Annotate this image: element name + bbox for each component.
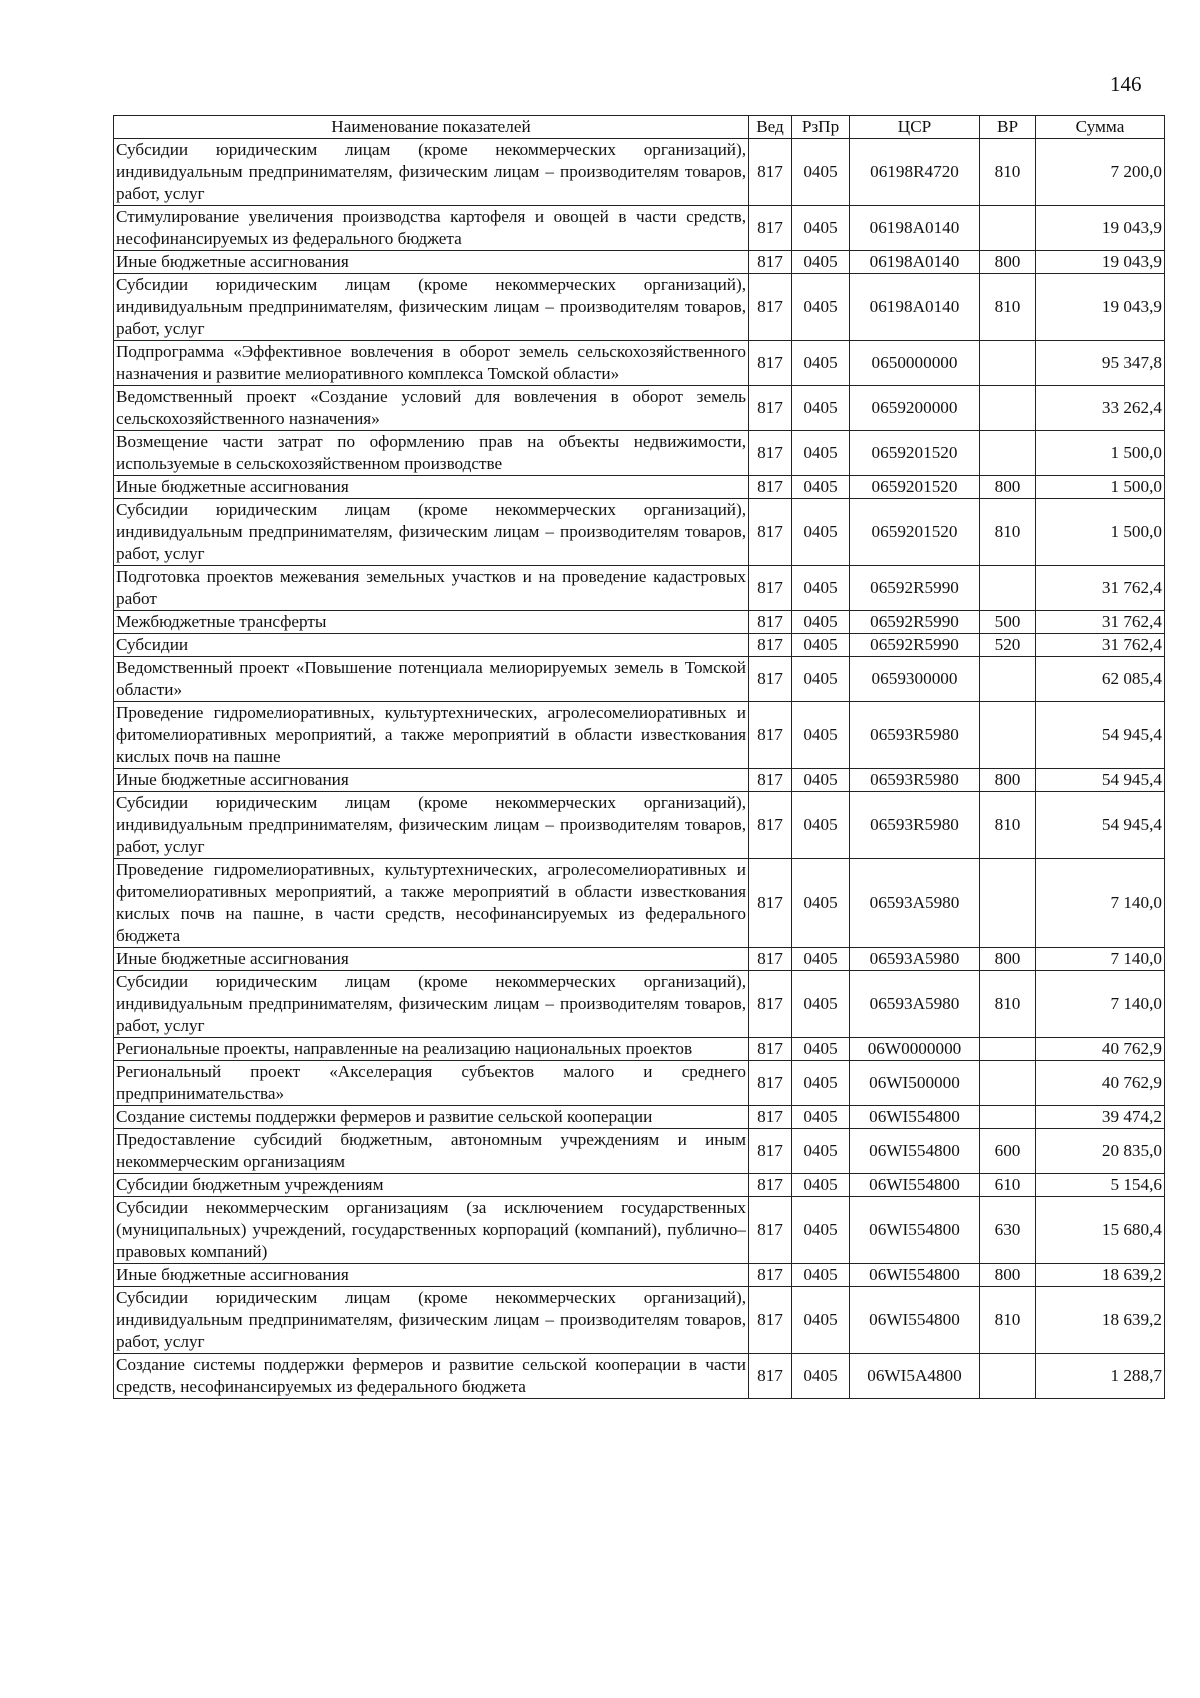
cell-ved: 817 bbox=[749, 1106, 792, 1129]
table-row bbox=[114, 1287, 1165, 1354]
cell-csr: 06593R5980 bbox=[850, 702, 980, 769]
cell-vr: 810 bbox=[980, 971, 1036, 1038]
cell-sum: 18 639,2 bbox=[1036, 1264, 1165, 1287]
cell-vr bbox=[980, 386, 1036, 431]
cell-rzpr: 0405 bbox=[792, 769, 850, 792]
cell-rzpr: 0405 bbox=[792, 1106, 850, 1129]
cell-sum: 1 500,0 bbox=[1036, 431, 1165, 476]
cell-csr: 06593A5980 bbox=[850, 948, 980, 971]
table-row bbox=[114, 431, 1165, 476]
cell-ved: 817 bbox=[749, 1061, 792, 1106]
cell-vr: 800 bbox=[980, 769, 1036, 792]
cell-rzpr: 0405 bbox=[792, 274, 850, 341]
cell-rzpr: 0405 bbox=[792, 1354, 850, 1399]
table-row bbox=[114, 386, 1165, 431]
cell-rzpr: 0405 bbox=[792, 251, 850, 274]
cell-vr: 800 bbox=[980, 1264, 1036, 1287]
table-row bbox=[114, 611, 1165, 634]
budget-table bbox=[113, 115, 1165, 1399]
table-row bbox=[114, 251, 1165, 274]
cell-rzpr: 0405 bbox=[792, 1174, 850, 1197]
table-row bbox=[114, 1264, 1165, 1287]
header-csr: ЦСР bbox=[850, 116, 980, 139]
cell-ved: 817 bbox=[749, 702, 792, 769]
cell-vr: 810 bbox=[980, 499, 1036, 566]
table-row bbox=[114, 792, 1165, 859]
cell-vr: 500 bbox=[980, 611, 1036, 634]
cell-csr: 06198A0140 bbox=[850, 274, 980, 341]
cell-vr: 810 bbox=[980, 274, 1036, 341]
cell-csr: 06WI554800 bbox=[850, 1106, 980, 1129]
cell-name: Субсидии бюджетным учреждениям bbox=[114, 1174, 749, 1197]
cell-rzpr: 0405 bbox=[792, 1287, 850, 1354]
cell-name: Проведение гидромелиоративных, культуртехнических, агролесомелиоративных и фитомелиоративных мероприятий, а также мероприятий в области известкования кислых почв на пашне, в части средств, несофинансируемых из федерального бюджета bbox=[114, 859, 749, 948]
cell-rzpr: 0405 bbox=[792, 657, 850, 702]
cell-csr: 06WI554800 bbox=[850, 1129, 980, 1174]
cell-name: Предоставление субсидий бюджетным, автономным учреждениям и иным некоммерческим организациям bbox=[114, 1129, 749, 1174]
cell-ved: 817 bbox=[749, 251, 792, 274]
table-row bbox=[114, 769, 1165, 792]
cell-sum: 31 762,4 bbox=[1036, 566, 1165, 611]
cell-csr: 0650000000 bbox=[850, 341, 980, 386]
cell-ved: 817 bbox=[749, 476, 792, 499]
cell-name: Межбюджетные трансферты bbox=[114, 611, 749, 634]
cell-sum: 39 474,2 bbox=[1036, 1106, 1165, 1129]
cell-rzpr: 0405 bbox=[792, 792, 850, 859]
cell-ved: 817 bbox=[749, 634, 792, 657]
table-row bbox=[114, 859, 1165, 948]
cell-vr: 630 bbox=[980, 1197, 1036, 1264]
cell-csr: 0659201520 bbox=[850, 431, 980, 476]
table-row bbox=[114, 341, 1165, 386]
cell-ved: 817 bbox=[749, 206, 792, 251]
cell-ved: 817 bbox=[749, 1287, 792, 1354]
cell-csr: 06593R5980 bbox=[850, 792, 980, 859]
cell-rzpr: 0405 bbox=[792, 206, 850, 251]
cell-name: Субсидии некоммерческим организациям (за исключением государственных (муниципальных) учреждений, государственных корпораций (компаний), публично–правовых компаний) bbox=[114, 1197, 749, 1264]
cell-vr: 810 bbox=[980, 1287, 1036, 1354]
cell-ved: 817 bbox=[749, 948, 792, 971]
cell-sum: 15 680,4 bbox=[1036, 1197, 1165, 1264]
cell-name: Иные бюджетные ассигнования bbox=[114, 948, 749, 971]
table-row bbox=[114, 274, 1165, 341]
cell-sum: 7 200,0 bbox=[1036, 139, 1165, 206]
table-row bbox=[114, 499, 1165, 566]
cell-ved: 817 bbox=[749, 341, 792, 386]
cell-ved: 817 bbox=[749, 859, 792, 948]
cell-name: Ведомственный проект «Создание условий для вовлечения в оборот земель сельскохозяйственного назначения» bbox=[114, 386, 749, 431]
cell-vr bbox=[980, 431, 1036, 476]
cell-sum: 62 085,4 bbox=[1036, 657, 1165, 702]
cell-ved: 817 bbox=[749, 1354, 792, 1399]
cell-sum: 54 945,4 bbox=[1036, 769, 1165, 792]
cell-vr bbox=[980, 206, 1036, 251]
cell-vr: 800 bbox=[980, 251, 1036, 274]
cell-csr: 06198A0140 bbox=[850, 251, 980, 274]
cell-vr bbox=[980, 1061, 1036, 1106]
cell-name: Создание системы поддержки фермеров и развитие сельской кооперации в части средств, несофинансируемых из федерального бюджета bbox=[114, 1354, 749, 1399]
cell-sum: 7 140,0 bbox=[1036, 971, 1165, 1038]
table-row bbox=[114, 971, 1165, 1038]
cell-ved: 817 bbox=[749, 611, 792, 634]
cell-sum: 7 140,0 bbox=[1036, 948, 1165, 971]
table-row bbox=[114, 1129, 1165, 1174]
cell-sum: 31 762,4 bbox=[1036, 634, 1165, 657]
cell-sum: 19 043,9 bbox=[1036, 274, 1165, 341]
table-row bbox=[114, 139, 1165, 206]
cell-csr: 06W0000000 bbox=[850, 1038, 980, 1061]
cell-name: Субсидии юридическим лицам (кроме некоммерческих организаций), индивидуальным предпринимателям, физическим лицам – производителям товаров, работ, услуг bbox=[114, 1287, 749, 1354]
cell-vr bbox=[980, 859, 1036, 948]
cell-ved: 817 bbox=[749, 431, 792, 476]
cell-csr: 06592R5990 bbox=[850, 611, 980, 634]
cell-rzpr: 0405 bbox=[792, 139, 850, 206]
cell-sum: 31 762,4 bbox=[1036, 611, 1165, 634]
cell-vr: 810 bbox=[980, 139, 1036, 206]
cell-csr: 06198R4720 bbox=[850, 139, 980, 206]
cell-vr bbox=[980, 566, 1036, 611]
cell-ved: 817 bbox=[749, 1038, 792, 1061]
cell-name: Иные бюджетные ассигнования bbox=[114, 1264, 749, 1287]
cell-csr: 06WI554800 bbox=[850, 1174, 980, 1197]
table-row bbox=[114, 1106, 1165, 1129]
cell-ved: 817 bbox=[749, 386, 792, 431]
cell-rzpr: 0405 bbox=[792, 499, 850, 566]
cell-vr: 810 bbox=[980, 792, 1036, 859]
cell-rzpr: 0405 bbox=[792, 566, 850, 611]
cell-name: Иные бюджетные ассигнования bbox=[114, 476, 749, 499]
cell-name: Возмещение части затрат по оформлению прав на объекты недвижимости, используемые в сельскохозяйственном производстве bbox=[114, 431, 749, 476]
cell-name: Субсидии юридическим лицам (кроме некоммерческих организаций), индивидуальным предпринимателям, физическим лицам – производителям товаров, работ, услуг bbox=[114, 274, 749, 341]
cell-ved: 817 bbox=[749, 769, 792, 792]
page-number: 146 bbox=[1110, 72, 1142, 96]
cell-csr: 0659201520 bbox=[850, 499, 980, 566]
cell-sum: 33 262,4 bbox=[1036, 386, 1165, 431]
cell-sum: 54 945,4 bbox=[1036, 792, 1165, 859]
cell-rzpr: 0405 bbox=[792, 1264, 850, 1287]
cell-sum: 40 762,9 bbox=[1036, 1038, 1165, 1061]
cell-name: Создание системы поддержки фермеров и развитие сельской кооперации bbox=[114, 1106, 749, 1129]
cell-ved: 817 bbox=[749, 499, 792, 566]
table-header-row bbox=[114, 116, 1165, 139]
table-body bbox=[114, 139, 1165, 1399]
cell-name: Региональные проекты, направленные на реализацию национальных проектов bbox=[114, 1038, 749, 1061]
cell-ved: 817 bbox=[749, 139, 792, 206]
cell-csr: 06593A5980 bbox=[850, 971, 980, 1038]
cell-sum: 20 835,0 bbox=[1036, 1129, 1165, 1174]
cell-vr bbox=[980, 1354, 1036, 1399]
cell-name: Иные бюджетные ассигнования bbox=[114, 251, 749, 274]
cell-csr: 06WI554800 bbox=[850, 1197, 980, 1264]
cell-sum: 1 288,7 bbox=[1036, 1354, 1165, 1399]
cell-csr: 06592R5990 bbox=[850, 566, 980, 611]
header-sum: Сумма bbox=[1036, 116, 1165, 139]
cell-csr: 06WI554800 bbox=[850, 1287, 980, 1354]
cell-name: Субсидии bbox=[114, 634, 749, 657]
cell-vr: 600 bbox=[980, 1129, 1036, 1174]
cell-ved: 817 bbox=[749, 1174, 792, 1197]
table-row bbox=[114, 1197, 1165, 1264]
cell-name: Региональный проект «Акселерация субъектов малого и среднего предпринимательства» bbox=[114, 1061, 749, 1106]
cell-sum: 19 043,9 bbox=[1036, 251, 1165, 274]
cell-name: Ведомственный проект «Повышение потенциала мелиорируемых земель в Томской области» bbox=[114, 657, 749, 702]
cell-rzpr: 0405 bbox=[792, 386, 850, 431]
table-row bbox=[114, 1354, 1165, 1399]
table-row bbox=[114, 566, 1165, 611]
cell-csr: 06198A0140 bbox=[850, 206, 980, 251]
header-rzpr: РзПр bbox=[792, 116, 850, 139]
table-row bbox=[114, 1061, 1165, 1106]
table-row bbox=[114, 1174, 1165, 1197]
cell-vr: 520 bbox=[980, 634, 1036, 657]
cell-ved: 817 bbox=[749, 1197, 792, 1264]
cell-sum: 1 500,0 bbox=[1036, 476, 1165, 499]
cell-vr bbox=[980, 341, 1036, 386]
cell-csr: 06WI554800 bbox=[850, 1264, 980, 1287]
cell-name: Иные бюджетные ассигнования bbox=[114, 769, 749, 792]
cell-vr bbox=[980, 1038, 1036, 1061]
cell-sum: 40 762,9 bbox=[1036, 1061, 1165, 1106]
cell-name: Субсидии юридическим лицам (кроме некоммерческих организаций), индивидуальным предпринимателям, физическим лицам – производителям товаров, работ, услуг bbox=[114, 792, 749, 859]
cell-ved: 817 bbox=[749, 971, 792, 1038]
header-name: Наименование показателей bbox=[114, 116, 749, 139]
cell-rzpr: 0405 bbox=[792, 431, 850, 476]
cell-csr: 0659201520 bbox=[850, 476, 980, 499]
cell-ved: 817 bbox=[749, 657, 792, 702]
cell-name: Проведение гидромелиоративных, культуртехнических, агролесомелиоративных и фитомелиоративных мероприятий, а также мероприятий в области известкования кислых почв на пашне bbox=[114, 702, 749, 769]
cell-vr: 800 bbox=[980, 476, 1036, 499]
header-ved: Вед bbox=[749, 116, 792, 139]
cell-ved: 817 bbox=[749, 274, 792, 341]
cell-rzpr: 0405 bbox=[792, 634, 850, 657]
cell-rzpr: 0405 bbox=[792, 476, 850, 499]
cell-rzpr: 0405 bbox=[792, 341, 850, 386]
table-row bbox=[114, 702, 1165, 769]
cell-vr bbox=[980, 657, 1036, 702]
cell-csr: 06593A5980 bbox=[850, 859, 980, 948]
cell-sum: 54 945,4 bbox=[1036, 702, 1165, 769]
cell-csr: 06WI5A4800 bbox=[850, 1354, 980, 1399]
cell-csr: 0659300000 bbox=[850, 657, 980, 702]
cell-sum: 1 500,0 bbox=[1036, 499, 1165, 566]
cell-csr: 06WI500000 bbox=[850, 1061, 980, 1106]
cell-rzpr: 0405 bbox=[792, 859, 850, 948]
cell-vr: 610 bbox=[980, 1174, 1036, 1197]
cell-vr: 800 bbox=[980, 948, 1036, 971]
cell-sum: 5 154,6 bbox=[1036, 1174, 1165, 1197]
cell-vr bbox=[980, 1106, 1036, 1129]
cell-sum: 7 140,0 bbox=[1036, 859, 1165, 948]
cell-sum: 19 043,9 bbox=[1036, 206, 1165, 251]
cell-rzpr: 0405 bbox=[792, 1038, 850, 1061]
cell-name: Субсидии юридическим лицам (кроме некоммерческих организаций), индивидуальным предпринимателям, физическим лицам – производителям товаров, работ, услуг bbox=[114, 139, 749, 206]
cell-ved: 817 bbox=[749, 1129, 792, 1174]
table-row bbox=[114, 948, 1165, 971]
table-row bbox=[114, 634, 1165, 657]
cell-sum: 95 347,8 bbox=[1036, 341, 1165, 386]
header-vr: ВР bbox=[980, 116, 1036, 139]
cell-name: Субсидии юридическим лицам (кроме некоммерческих организаций), индивидуальным предпринимателям, физическим лицам – производителям товаров, работ, услуг bbox=[114, 499, 749, 566]
cell-name: Стимулирование увеличения производства картофеля и овощей в части средств, несофинансируемых из федерального бюджета bbox=[114, 206, 749, 251]
cell-ved: 817 bbox=[749, 1264, 792, 1287]
cell-ved: 817 bbox=[749, 792, 792, 859]
table-row bbox=[114, 1038, 1165, 1061]
cell-name: Подпрограмма «Эффективное вовлечения в оборот земель сельскохозяйственного назначения и развитие мелиоративного комплекса Томской области» bbox=[114, 341, 749, 386]
table-row bbox=[114, 476, 1165, 499]
cell-ved: 817 bbox=[749, 566, 792, 611]
cell-csr: 06592R5990 bbox=[850, 634, 980, 657]
cell-rzpr: 0405 bbox=[792, 971, 850, 1038]
cell-sum: 18 639,2 bbox=[1036, 1287, 1165, 1354]
cell-rzpr: 0405 bbox=[792, 1197, 850, 1264]
table-row bbox=[114, 206, 1165, 251]
cell-vr bbox=[980, 702, 1036, 769]
cell-rzpr: 0405 bbox=[792, 702, 850, 769]
cell-rzpr: 0405 bbox=[792, 1061, 850, 1106]
cell-name: Субсидии юридическим лицам (кроме некоммерческих организаций), индивидуальным предпринимателям, физическим лицам – производителям товаров, работ, услуг bbox=[114, 971, 749, 1038]
cell-csr: 0659200000 bbox=[850, 386, 980, 431]
table-row bbox=[114, 657, 1165, 702]
cell-rzpr: 0405 bbox=[792, 611, 850, 634]
cell-rzpr: 0405 bbox=[792, 1129, 850, 1174]
cell-rzpr: 0405 bbox=[792, 948, 850, 971]
cell-name: Подготовка проектов межевания земельных участков и на проведение кадастровых работ bbox=[114, 566, 749, 611]
cell-csr: 06593R5980 bbox=[850, 769, 980, 792]
